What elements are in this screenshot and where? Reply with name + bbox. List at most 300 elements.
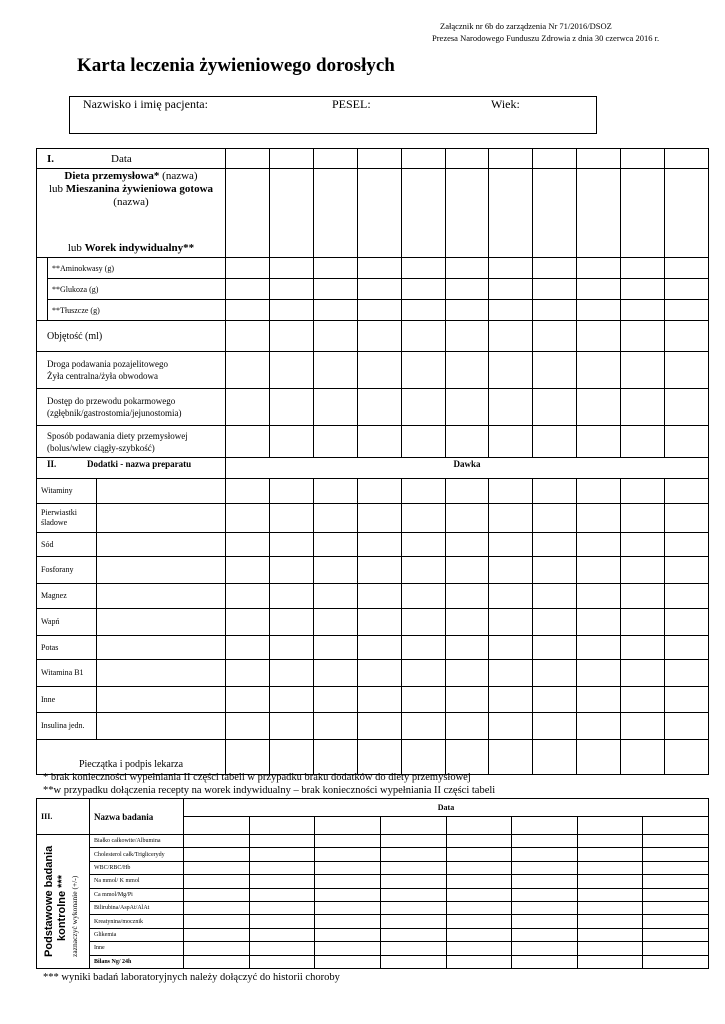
result-cell[interactable] (380, 888, 446, 901)
entry-cell[interactable] (533, 149, 577, 169)
result-cell[interactable] (512, 942, 578, 955)
entry-cell[interactable] (489, 609, 533, 636)
entry-cell[interactable] (577, 687, 621, 713)
entry-cell[interactable] (533, 258, 577, 279)
entry-cell[interactable] (226, 149, 270, 169)
result-cell[interactable] (380, 848, 446, 861)
result-cell[interactable] (315, 901, 381, 914)
entry-cell[interactable] (313, 504, 357, 533)
entry-cell[interactable] (401, 740, 445, 775)
entry-cell[interactable] (665, 609, 709, 636)
entry-cell[interactable] (269, 533, 313, 557)
result-cell[interactable] (315, 848, 381, 861)
preparation-name-cell[interactable] (97, 557, 226, 584)
entry-cell[interactable] (357, 687, 401, 713)
result-cell[interactable] (249, 817, 315, 835)
result-cell[interactable] (446, 848, 512, 861)
entry-cell[interactable] (313, 660, 357, 687)
result-cell[interactable] (184, 928, 250, 941)
entry-cell[interactable] (577, 352, 621, 389)
result-cell[interactable] (643, 915, 709, 928)
result-cell[interactable] (249, 848, 315, 861)
result-cell[interactable] (380, 915, 446, 928)
entry-cell[interactable] (577, 479, 621, 504)
result-cell[interactable] (184, 835, 250, 848)
entry-cell[interactable] (621, 660, 665, 687)
entry-cell[interactable] (357, 149, 401, 169)
entry-cell[interactable] (226, 504, 270, 533)
entry-cell[interactable] (533, 687, 577, 713)
entry-cell[interactable] (665, 687, 709, 713)
result-cell[interactable] (512, 955, 578, 968)
entry-cell[interactable] (577, 300, 621, 321)
entry-cell[interactable] (313, 533, 357, 557)
result-cell[interactable] (380, 861, 446, 874)
entry-cell[interactable] (269, 426, 313, 458)
entry-cell[interactable] (577, 557, 621, 584)
entry-cell[interactable] (621, 609, 665, 636)
result-cell[interactable] (184, 955, 250, 968)
entry-cell[interactable] (401, 504, 445, 533)
entry-cell[interactable] (533, 479, 577, 504)
entry-cell[interactable] (445, 300, 489, 321)
result-cell[interactable] (249, 915, 315, 928)
preparation-name-cell[interactable] (97, 504, 226, 533)
entry-cell[interactable] (577, 609, 621, 636)
entry-cell[interactable] (269, 636, 313, 660)
result-cell[interactable] (315, 835, 381, 848)
entry-cell[interactable] (445, 713, 489, 740)
entry-cell[interactable] (665, 149, 709, 169)
entry-cell[interactable] (577, 258, 621, 279)
entry-cell[interactable] (577, 636, 621, 660)
entry-cell[interactable] (665, 389, 709, 426)
result-cell[interactable] (315, 817, 381, 835)
entry-cell[interactable] (226, 279, 270, 300)
entry-cell[interactable] (533, 352, 577, 389)
result-cell[interactable] (577, 915, 643, 928)
result-cell[interactable] (446, 942, 512, 955)
entry-cell[interactable] (401, 609, 445, 636)
entry-cell[interactable] (665, 740, 709, 775)
entry-cell[interactable] (621, 300, 665, 321)
result-cell[interactable] (577, 901, 643, 914)
entry-cell[interactable] (226, 389, 270, 426)
result-cell[interactable] (512, 835, 578, 848)
entry-cell[interactable] (665, 584, 709, 609)
result-cell[interactable] (380, 955, 446, 968)
result-cell[interactable] (249, 861, 315, 874)
entry-cell[interactable] (577, 504, 621, 533)
entry-cell[interactable] (401, 389, 445, 426)
entry-cell[interactable] (445, 321, 489, 352)
entry-cell[interactable] (577, 149, 621, 169)
entry-cell[interactable] (401, 687, 445, 713)
entry-cell[interactable] (401, 169, 445, 258)
entry-cell[interactable] (489, 279, 533, 300)
entry-cell[interactable] (226, 713, 270, 740)
entry-cell[interactable] (445, 279, 489, 300)
entry-cell[interactable] (401, 258, 445, 279)
entry-cell[interactable] (665, 504, 709, 533)
entry-cell[interactable] (269, 740, 313, 775)
entry-cell[interactable] (533, 713, 577, 740)
entry-cell[interactable] (269, 557, 313, 584)
entry-cell[interactable] (357, 279, 401, 300)
entry-cell[interactable] (445, 609, 489, 636)
entry-cell[interactable] (269, 584, 313, 609)
entry-cell[interactable] (665, 479, 709, 504)
entry-cell[interactable] (621, 258, 665, 279)
entry-cell[interactable] (533, 300, 577, 321)
entry-cell[interactable] (489, 636, 533, 660)
entry-cell[interactable] (269, 609, 313, 636)
entry-cell[interactable] (489, 389, 533, 426)
entry-cell[interactable] (445, 533, 489, 557)
result-cell[interactable] (643, 901, 709, 914)
entry-cell[interactable] (269, 479, 313, 504)
entry-cell[interactable] (621, 479, 665, 504)
result-cell[interactable] (512, 888, 578, 901)
result-cell[interactable] (643, 848, 709, 861)
entry-cell[interactable] (269, 660, 313, 687)
result-cell[interactable] (643, 875, 709, 888)
result-cell[interactable] (577, 875, 643, 888)
entry-cell[interactable] (533, 504, 577, 533)
entry-cell[interactable] (489, 258, 533, 279)
entry-cell[interactable] (533, 609, 577, 636)
result-cell[interactable] (249, 928, 315, 941)
entry-cell[interactable] (313, 352, 357, 389)
entry-cell[interactable] (357, 321, 401, 352)
entry-cell[interactable] (577, 169, 621, 258)
entry-cell[interactable] (269, 504, 313, 533)
entry-cell[interactable] (489, 479, 533, 504)
result-cell[interactable] (315, 875, 381, 888)
preparation-name-cell[interactable] (97, 713, 226, 740)
result-cell[interactable] (380, 928, 446, 941)
entry-cell[interactable] (401, 352, 445, 389)
entry-cell[interactable] (577, 279, 621, 300)
entry-cell[interactable] (313, 584, 357, 609)
entry-cell[interactable] (445, 426, 489, 458)
entry-cell[interactable] (401, 584, 445, 609)
entry-cell[interactable] (577, 389, 621, 426)
entry-cell[interactable] (445, 149, 489, 169)
result-cell[interactable] (577, 861, 643, 874)
entry-cell[interactable] (269, 149, 313, 169)
entry-cell[interactable] (269, 352, 313, 389)
entry-cell[interactable] (621, 584, 665, 609)
entry-cell[interactable] (401, 713, 445, 740)
entry-cell[interactable] (401, 426, 445, 458)
entry-cell[interactable] (269, 258, 313, 279)
entry-cell[interactable] (577, 533, 621, 557)
entry-cell[interactable] (226, 352, 270, 389)
entry-cell[interactable] (577, 660, 621, 687)
result-cell[interactable] (643, 817, 709, 835)
entry-cell[interactable] (489, 426, 533, 458)
entry-cell[interactable] (226, 300, 270, 321)
entry-cell[interactable] (401, 479, 445, 504)
entry-cell[interactable] (313, 279, 357, 300)
result-cell[interactable] (446, 861, 512, 874)
result-cell[interactable] (643, 888, 709, 901)
result-cell[interactable] (512, 915, 578, 928)
preparation-name-cell[interactable] (97, 479, 226, 504)
result-cell[interactable] (184, 875, 250, 888)
entry-cell[interactable] (621, 713, 665, 740)
entry-cell[interactable] (445, 740, 489, 775)
entry-cell[interactable] (533, 321, 577, 352)
result-cell[interactable] (184, 942, 250, 955)
result-cell[interactable] (577, 942, 643, 955)
preparation-name-cell[interactable] (97, 584, 226, 609)
entry-cell[interactable] (621, 557, 665, 584)
entry-cell[interactable] (577, 426, 621, 458)
result-cell[interactable] (446, 817, 512, 835)
result-cell[interactable] (577, 928, 643, 941)
entry-cell[interactable] (313, 636, 357, 660)
entry-cell[interactable] (533, 557, 577, 584)
entry-cell[interactable] (665, 557, 709, 584)
entry-cell[interactable] (621, 321, 665, 352)
entry-cell[interactable] (269, 300, 313, 321)
entry-cell[interactable] (226, 321, 270, 352)
result-cell[interactable] (184, 901, 250, 914)
entry-cell[interactable] (445, 504, 489, 533)
entry-cell[interactable] (401, 557, 445, 584)
entry-cell[interactable] (269, 687, 313, 713)
result-cell[interactable] (577, 848, 643, 861)
entry-cell[interactable] (226, 660, 270, 687)
entry-cell[interactable] (357, 740, 401, 775)
entry-cell[interactable] (621, 352, 665, 389)
entry-cell[interactable] (313, 300, 357, 321)
result-cell[interactable] (577, 817, 643, 835)
entry-cell[interactable] (357, 533, 401, 557)
entry-cell[interactable] (357, 557, 401, 584)
entry-cell[interactable] (489, 740, 533, 775)
entry-cell[interactable] (445, 169, 489, 258)
entry-cell[interactable] (445, 352, 489, 389)
result-cell[interactable] (446, 915, 512, 928)
entry-cell[interactable] (269, 321, 313, 352)
entry-cell[interactable] (401, 300, 445, 321)
entry-cell[interactable] (621, 504, 665, 533)
entry-cell[interactable] (533, 740, 577, 775)
entry-cell[interactable] (621, 533, 665, 557)
result-cell[interactable] (512, 901, 578, 914)
entry-cell[interactable] (357, 352, 401, 389)
result-cell[interactable] (577, 888, 643, 901)
result-cell[interactable] (249, 888, 315, 901)
result-cell[interactable] (380, 901, 446, 914)
entry-cell[interactable] (621, 426, 665, 458)
entry-cell[interactable] (226, 740, 270, 775)
result-cell[interactable] (512, 875, 578, 888)
result-cell[interactable] (446, 955, 512, 968)
entry-cell[interactable] (533, 533, 577, 557)
entry-cell[interactable] (313, 557, 357, 584)
result-cell[interactable] (512, 861, 578, 874)
result-cell[interactable] (184, 817, 250, 835)
result-cell[interactable] (249, 901, 315, 914)
entry-cell[interactable] (665, 533, 709, 557)
entry-cell[interactable] (313, 713, 357, 740)
result-cell[interactable] (249, 955, 315, 968)
entry-cell[interactable] (401, 279, 445, 300)
result-cell[interactable] (315, 915, 381, 928)
entry-cell[interactable] (445, 258, 489, 279)
preparation-name-cell[interactable] (97, 636, 226, 660)
entry-cell[interactable] (357, 479, 401, 504)
entry-cell[interactable] (577, 713, 621, 740)
entry-cell[interactable] (489, 321, 533, 352)
entry-cell[interactable] (226, 169, 270, 258)
entry-cell[interactable] (621, 687, 665, 713)
entry-cell[interactable] (401, 533, 445, 557)
entry-cell[interactable] (269, 279, 313, 300)
entry-cell[interactable] (665, 258, 709, 279)
entry-cell[interactable] (226, 636, 270, 660)
result-cell[interactable] (512, 848, 578, 861)
entry-cell[interactable] (357, 660, 401, 687)
result-cell[interactable] (249, 835, 315, 848)
entry-cell[interactable] (313, 258, 357, 279)
result-cell[interactable] (446, 888, 512, 901)
entry-cell[interactable] (489, 660, 533, 687)
entry-cell[interactable] (313, 687, 357, 713)
entry-cell[interactable] (489, 533, 533, 557)
entry-cell[interactable] (313, 740, 357, 775)
result-cell[interactable] (446, 875, 512, 888)
entry-cell[interactable] (665, 636, 709, 660)
result-cell[interactable] (380, 875, 446, 888)
result-cell[interactable] (249, 942, 315, 955)
entry-cell[interactable] (621, 740, 665, 775)
entry-cell[interactable] (313, 389, 357, 426)
entry-cell[interactable] (445, 687, 489, 713)
result-cell[interactable] (446, 928, 512, 941)
result-cell[interactable] (643, 942, 709, 955)
result-cell[interactable] (446, 901, 512, 914)
entry-cell[interactable] (269, 389, 313, 426)
entry-cell[interactable] (226, 426, 270, 458)
result-cell[interactable] (315, 861, 381, 874)
result-cell[interactable] (184, 888, 250, 901)
entry-cell[interactable] (533, 279, 577, 300)
entry-cell[interactable] (489, 300, 533, 321)
entry-cell[interactable] (489, 352, 533, 389)
result-cell[interactable] (643, 861, 709, 874)
entry-cell[interactable] (226, 609, 270, 636)
entry-cell[interactable] (533, 660, 577, 687)
entry-cell[interactable] (313, 149, 357, 169)
entry-cell[interactable] (533, 426, 577, 458)
entry-cell[interactable] (665, 321, 709, 352)
entry-cell[interactable] (401, 660, 445, 687)
result-cell[interactable] (643, 835, 709, 848)
entry-cell[interactable] (226, 479, 270, 504)
entry-cell[interactable] (489, 149, 533, 169)
entry-cell[interactable] (313, 609, 357, 636)
entry-cell[interactable] (226, 584, 270, 609)
entry-cell[interactable] (313, 321, 357, 352)
entry-cell[interactable] (577, 740, 621, 775)
entry-cell[interactable] (533, 389, 577, 426)
entry-cell[interactable] (533, 169, 577, 258)
entry-cell[interactable] (445, 584, 489, 609)
entry-cell[interactable] (445, 479, 489, 504)
entry-cell[interactable] (621, 636, 665, 660)
entry-cell[interactable] (489, 584, 533, 609)
result-cell[interactable] (380, 835, 446, 848)
entry-cell[interactable] (445, 389, 489, 426)
entry-cell[interactable] (357, 169, 401, 258)
preparation-name-cell[interactable] (97, 533, 226, 557)
entry-cell[interactable] (665, 279, 709, 300)
entry-cell[interactable] (357, 426, 401, 458)
entry-cell[interactable] (313, 479, 357, 504)
entry-cell[interactable] (226, 687, 270, 713)
entry-cell[interactable] (665, 660, 709, 687)
result-cell[interactable] (643, 928, 709, 941)
entry-cell[interactable] (489, 557, 533, 584)
entry-cell[interactable] (357, 300, 401, 321)
result-cell[interactable] (184, 848, 250, 861)
entry-cell[interactable] (621, 169, 665, 258)
preparation-name-cell[interactable] (97, 687, 226, 713)
entry-cell[interactable] (533, 584, 577, 609)
result-cell[interactable] (380, 942, 446, 955)
entry-cell[interactable] (489, 687, 533, 713)
entry-cell[interactable] (357, 636, 401, 660)
entry-cell[interactable] (401, 636, 445, 660)
entry-cell[interactable] (226, 258, 270, 279)
entry-cell[interactable] (226, 533, 270, 557)
entry-cell[interactable] (665, 713, 709, 740)
preparation-name-cell[interactable] (97, 609, 226, 636)
entry-cell[interactable] (489, 504, 533, 533)
entry-cell[interactable] (357, 258, 401, 279)
result-cell[interactable] (577, 955, 643, 968)
result-cell[interactable] (249, 875, 315, 888)
entry-cell[interactable] (489, 713, 533, 740)
entry-cell[interactable] (226, 557, 270, 584)
entry-cell[interactable] (621, 149, 665, 169)
entry-cell[interactable] (577, 584, 621, 609)
entry-cell[interactable] (577, 321, 621, 352)
result-cell[interactable] (577, 835, 643, 848)
result-cell[interactable] (184, 915, 250, 928)
entry-cell[interactable] (665, 426, 709, 458)
entry-cell[interactable] (445, 557, 489, 584)
entry-cell[interactable] (665, 169, 709, 258)
entry-cell[interactable] (357, 584, 401, 609)
result-cell[interactable] (643, 955, 709, 968)
result-cell[interactable] (380, 817, 446, 835)
result-cell[interactable] (315, 888, 381, 901)
result-cell[interactable] (512, 817, 578, 835)
result-cell[interactable] (315, 928, 381, 941)
entry-cell[interactable] (313, 426, 357, 458)
entry-cell[interactable] (533, 636, 577, 660)
entry-cell[interactable] (401, 321, 445, 352)
entry-cell[interactable] (357, 713, 401, 740)
entry-cell[interactable] (269, 169, 313, 258)
result-cell[interactable] (184, 861, 250, 874)
